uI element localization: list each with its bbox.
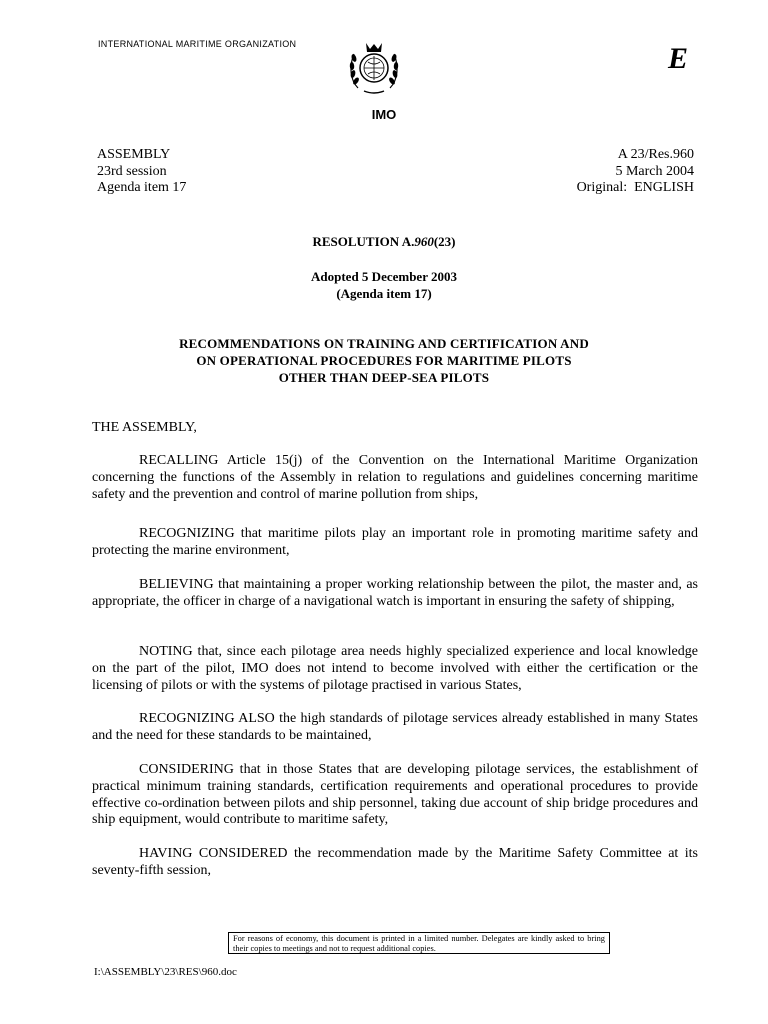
session-number: 23rd session xyxy=(97,163,167,179)
agenda-item: Agenda item 17 xyxy=(97,180,187,195)
preamble-paragraph: CONSIDERING that in those States that are developing pilotage services, the establishment of practical minimum training standards, certification requirements and operational procedures to provide effective co-ordination between pilots and ship personnel, taking due account of ship bridge procedures and ship equipment, would contribute to maritime safety, xyxy=(92,762,698,828)
imo-acronym: IMO xyxy=(371,107,397,122)
original-language: Original: ENGLISH xyxy=(576,180,694,195)
imo-emblem-icon xyxy=(348,40,400,96)
organization-name: INTERNATIONAL MARITIME ORGANIZATION xyxy=(98,39,297,49)
preamble-paragraph: BELIEVING that maintaining a proper working relationship between the pilot, the master and, as appropriate, the officer in charge of a navigational watch is important in ensuring the safety of shipping, xyxy=(92,577,698,609)
subject-line: OTHER THAN DEEP-SEA PILOTS xyxy=(278,370,490,385)
subject-line: ON OPERATIONAL PROCEDURES FOR MARITIME PILOTS xyxy=(196,353,572,368)
adopted-agenda: (Agenda item 17) xyxy=(336,286,432,301)
language-code: E xyxy=(668,42,689,75)
document-symbol: A 23/Res.960 xyxy=(617,147,694,162)
resolution-suffix: (23) xyxy=(433,234,456,249)
resolution-title xyxy=(0,234,768,250)
file-path: I:\ASSEMBLY\23\RES\960.doc xyxy=(94,966,237,978)
session-info xyxy=(97,147,186,197)
preamble-paragraph: HAVING CONSIDERED the recommendation made by the Maritime Safety Committee at its seventy-fifth session, xyxy=(92,846,698,878)
economy-notice: For reasons of economy, this document is printed in a limited number. Delegates are kindly asked to bring their copies to meetings and not to request additional copies. xyxy=(228,932,610,954)
adopted-date: Adopted 5 December 2003 xyxy=(311,269,457,284)
resolution-subject xyxy=(0,335,768,386)
preamble-paragraph: RECOGNIZING ALSO the high standards of pilotage services already established in many States and the need for these standards to be maintained, xyxy=(92,711,698,743)
resolution-number: 960 xyxy=(414,234,434,249)
document-info xyxy=(577,147,694,197)
resolution-prefix: RESOLUTION A. xyxy=(312,234,415,249)
preamble-paragraph: RECALLING Article 15(j) of the Convention on the International Maritime Organization concerning the functions of the Assembly in relation to regulations and guidelines concerning maritime safety and the prevention and control of marine pollution from ships, xyxy=(92,453,698,502)
document-date: 5 March 2004 xyxy=(615,163,694,179)
adoption-block xyxy=(0,268,768,302)
subject-line: RECOMMENDATIONS ON TRAINING AND CERTIFICATION AND xyxy=(179,336,589,351)
body-name: ASSEMBLY xyxy=(97,147,171,162)
preamble-paragraph: RECOGNIZING that maritime pilots play an important role in promoting maritime safety and protecting the marine environment, xyxy=(92,526,698,558)
salutation: THE ASSEMBLY, xyxy=(92,420,197,435)
preamble-paragraph: NOTING that, since each pilotage area needs highly specialized experience and local knowledge on the part of the pilot, IMO does not intend to become involved with either the certification or the licensing of pilots or with the systems of pilotage practised in various States, xyxy=(92,644,698,693)
